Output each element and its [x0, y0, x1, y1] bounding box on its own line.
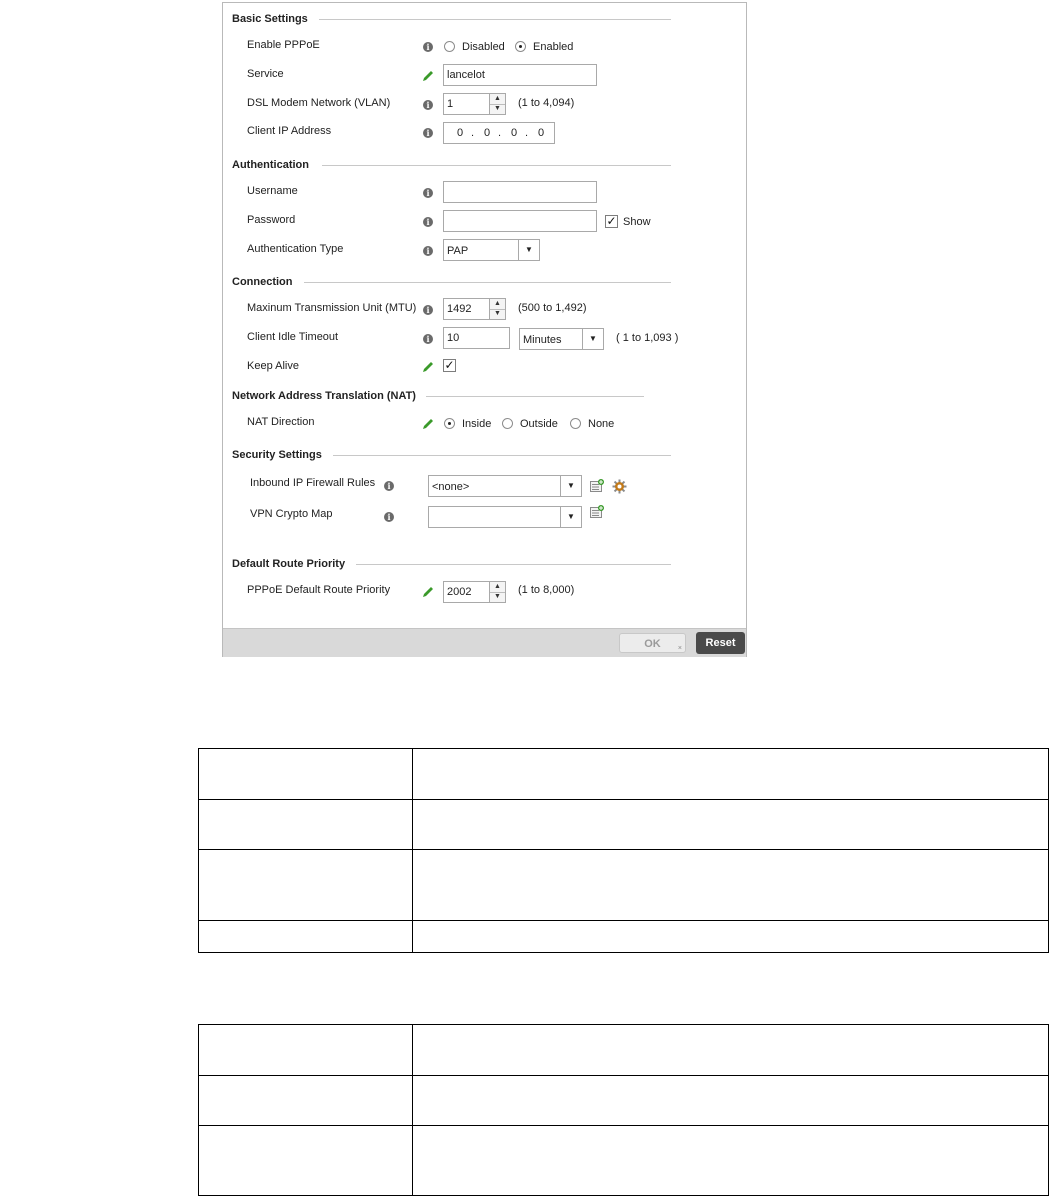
idle-timeout-unit-select[interactable] [519, 328, 604, 350]
idle-timeout-range-hint: ( 1 to 1,093 ) [616, 332, 679, 344]
dialog-footer [223, 628, 746, 657]
pppoe-settings-dialog [222, 2, 747, 657]
show-password-checkbox[interactable]: ✓ [606, 214, 617, 228]
disabled-radio-label: Disabled [462, 41, 505, 53]
firewall-rules-label: Inbound IP Firewall Rules [250, 477, 376, 489]
nat-outside-radio[interactable] [502, 418, 513, 429]
mtu-label: Maxinum Transmission Unit (MTU) [247, 302, 417, 314]
section-title-security-settings: Security Settings [232, 449, 322, 461]
info-icon[interactable]: i [423, 188, 433, 198]
table-row [199, 749, 1049, 800]
ip-octet: 0 [457, 127, 464, 139]
route-priority-range-hint: (1 to 8,000) [518, 584, 575, 596]
password-input[interactable] [443, 210, 597, 232]
info-icon[interactable]: i [423, 334, 433, 344]
info-icon[interactable]: i [423, 305, 433, 315]
username-input[interactable] [443, 181, 597, 203]
mtu-spinner[interactable] [490, 298, 506, 320]
nat-none-radio[interactable] [570, 418, 581, 429]
section-title-connection: Connection [232, 276, 293, 288]
table-row [199, 921, 1049, 953]
chevron-down-icon[interactable]: ▼ [518, 240, 539, 260]
route-priority-input[interactable]: 2002 [443, 581, 490, 603]
route-priority-label: PPPoE Default Route Priority [247, 584, 391, 596]
section-title-nat: Network Address Translation (NAT) [232, 390, 416, 402]
chevron-down-icon[interactable]: ▼ [582, 329, 603, 349]
table-cell [413, 1025, 1049, 1076]
password-label: Password [247, 214, 296, 226]
mtu-range-hint: (500 to 1,492) [518, 302, 587, 314]
table-cell [413, 1076, 1049, 1126]
enable-pppoe-label: Enable PPPoE [247, 39, 320, 51]
spin-down-icon[interactable]: ▼ [494, 310, 501, 317]
description-table [198, 1024, 1049, 1196]
auth-type-select[interactable] [443, 239, 540, 261]
table-row [199, 800, 1049, 850]
info-icon[interactable]: i [423, 246, 433, 256]
firewall-rules-value: <none> [432, 481, 470, 493]
service-input[interactable]: lancelot [443, 64, 597, 86]
nat-inside-label: Inside [462, 418, 492, 430]
table-cell [199, 1126, 413, 1196]
ip-dot: . [498, 127, 502, 139]
ip-octet: 0 [484, 127, 491, 139]
enabled-radio-label: Enabled [533, 41, 574, 53]
table-cell [413, 800, 1049, 850]
table-row [199, 1126, 1049, 1196]
nat-none-label: None [588, 418, 615, 430]
enable-pppoe-disabled-radio[interactable] [444, 41, 455, 52]
pencil-edit-icon [422, 70, 434, 82]
info-icon[interactable]: i [423, 128, 433, 138]
table-cell [199, 1076, 413, 1126]
section-title-authentication: Authentication [232, 159, 309, 171]
idle-timeout-unit-value: Minutes [523, 334, 562, 346]
ip-octet: 0 [511, 127, 518, 139]
gear-icon[interactable] [612, 479, 627, 494]
table-cell [413, 850, 1049, 921]
username-label: Username [247, 185, 298, 197]
section-divider [426, 396, 644, 397]
table-cell [413, 749, 1049, 800]
pencil-edit-icon [422, 361, 434, 373]
ok-button-label: OK [644, 638, 661, 650]
nat-outside-label: Outside [520, 418, 558, 430]
section-divider [356, 564, 671, 565]
table-cell [413, 921, 1049, 953]
table-cell [199, 749, 413, 800]
ip-octet: 0 [538, 127, 545, 139]
vlan-range-hint: (1 to 4,094) [518, 97, 575, 109]
auth-type-label: Authentication Type [247, 243, 344, 255]
vpn-crypto-map-select[interactable] [428, 506, 582, 528]
nat-direction-label: NAT Direction [247, 416, 315, 428]
info-icon[interactable]: i [384, 512, 394, 522]
section-divider [333, 455, 671, 456]
pencil-edit-icon [422, 586, 434, 598]
show-password-label: Show [623, 216, 651, 228]
info-icon[interactable]: i [423, 217, 433, 227]
spin-down-icon[interactable]: ▼ [494, 593, 501, 600]
firewall-rules-select[interactable] [428, 475, 582, 497]
table-cell [199, 850, 413, 921]
table-row [199, 850, 1049, 921]
section-title-default-route-priority: Default Route Priority [232, 558, 346, 570]
vpn-crypto-map-label: VPN Crypto Map [250, 508, 333, 520]
mtu-input[interactable]: 1492 [443, 298, 490, 320]
vlan-spinner[interactable] [490, 93, 506, 115]
section-title-basic-settings: Basic Settings [232, 13, 308, 25]
route-priority-spinner[interactable] [490, 581, 506, 603]
section-divider [304, 282, 671, 283]
vlan-input[interactable]: 1 [443, 93, 490, 115]
ip-dot: . [525, 127, 529, 139]
client-ip-input[interactable] [443, 122, 555, 144]
keep-alive-label: Keep Alive [247, 360, 299, 372]
client-ip-label: Client IP Address [247, 125, 332, 137]
spin-up-icon[interactable]: ▲ [490, 94, 505, 105]
add-policy-icon[interactable] [590, 479, 604, 492]
chevron-down-icon[interactable]: ▼ [560, 507, 581, 527]
spin-down-icon[interactable]: ▼ [494, 105, 501, 112]
idle-timeout-input[interactable]: 10 [443, 327, 510, 349]
table-row [199, 1076, 1049, 1126]
spin-up-icon[interactable]: ▲ [490, 299, 505, 310]
info-icon[interactable]: i [423, 100, 433, 110]
ok-button[interactable] [619, 633, 686, 653]
table-cell [199, 921, 413, 953]
nat-inside-radio[interactable] [444, 418, 455, 429]
table-cell [199, 1025, 413, 1076]
vlan-label: DSL Modem Network (VLAN) [247, 97, 391, 109]
section-divider [319, 19, 671, 20]
enable-pppoe-enabled-radio[interactable] [515, 41, 526, 52]
service-label: Service [247, 68, 284, 80]
table-cell [413, 1126, 1049, 1196]
info-icon[interactable]: i [423, 42, 433, 52]
keep-alive-checkbox[interactable]: ✓ [444, 358, 455, 372]
reset-button[interactable]: Reset [696, 632, 745, 654]
info-icon[interactable]: i [384, 481, 394, 491]
idle-timeout-label: Client Idle Timeout [247, 331, 339, 343]
ip-dot: . [471, 127, 475, 139]
spin-up-icon[interactable]: ▲ [490, 582, 505, 593]
table-row [199, 1025, 1049, 1076]
table-cell [199, 800, 413, 850]
description-table [198, 748, 1049, 953]
add-policy-icon[interactable] [590, 505, 604, 518]
auth-type-value: PAP [447, 245, 469, 257]
close-icon: × [677, 645, 682, 652]
pencil-edit-icon [422, 418, 434, 430]
section-divider [322, 165, 671, 166]
chevron-down-icon[interactable]: ▼ [560, 476, 581, 496]
